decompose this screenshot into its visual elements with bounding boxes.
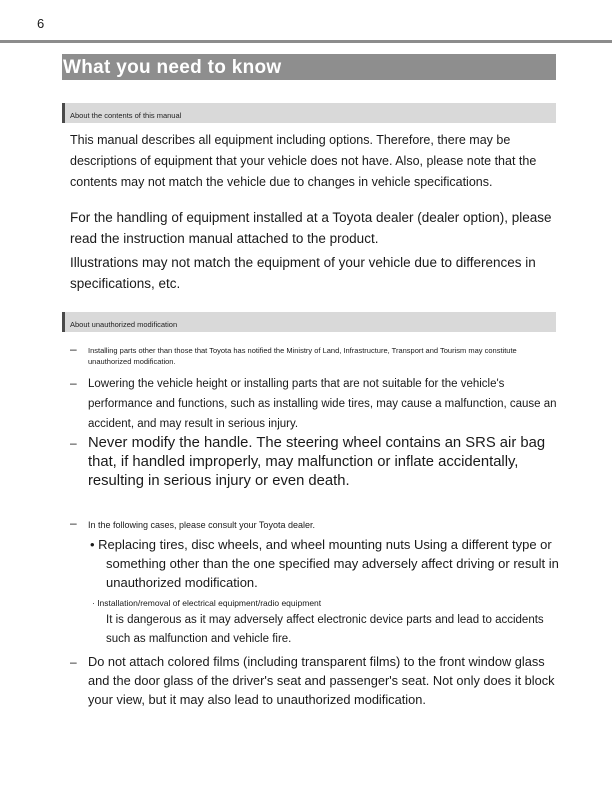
sub-item-tires: • Replacing tires, disc wheels, and wheel mounting nuts Using a different type or something other than the one specified may adversely affect driving or result in unauthorized modification. xyxy=(90,537,559,590)
modification-item-lowering: Lowering the vehicle height or installing parts that are not suitable for the vehicle's performance and functions, such as installing wide tires, may cause a malfunction, cause an accident, and may result in serious injury. xyxy=(88,378,557,430)
contents-paragraph-1: This manual describes all equipment including options. Therefore, there may be descriptions of equipment that your vehicle does not have. Also, please note that the contents may not match the vehicle due to changes in vehicle specifications. xyxy=(70,133,537,189)
contents-paragraph-2: For the handling of equipment installed at a Toyota dealer (dealer option), please read the instruction manual attached to the product. xyxy=(70,210,552,246)
list-dash: – xyxy=(70,436,77,450)
page-title: What you need to know xyxy=(62,54,556,80)
list-dash: – xyxy=(70,376,77,390)
section-heading-modification: About unauthorized modification xyxy=(62,312,556,332)
list-dash: – xyxy=(70,516,77,530)
section-heading-contents: About the contents of this manual xyxy=(62,103,556,123)
sub-item-electrical-label: · Installation/removal of electrical equipment/radio equipment xyxy=(92,598,322,608)
sub-item-electrical-body: It is dangerous as it may adversely affect electronic device parts and lead to accidents such as malfunction and vehicle fire. xyxy=(106,614,544,645)
contents-paragraph-3: Illustrations may not match the equipment of your vehicle due to differences in specifications, etc. xyxy=(70,255,536,291)
list-dash: – xyxy=(70,342,77,356)
modification-item-films: Do not attach colored films (including transparent films) to the front window glass and the door glass of the driver's seat and passenger's seat. Not only does it block your view, but it may also lead to unauthorized modification. xyxy=(88,654,555,707)
modification-item-consult: In the following cases, please consult your Toyota dealer. xyxy=(88,520,315,530)
header-rule xyxy=(0,40,612,43)
modification-item-parts: Installing parts other than those that Toyota has notified the Ministry of Land, Infrastructure, Transport and Tourism may constitute unauthorized modification. xyxy=(88,346,517,366)
modification-item-handle: Never modify the handle. The steering wheel contains an SRS air bag that, if handled improperly, may malfunction or inflate accidentally, resulting in serious injury or even death. xyxy=(88,435,546,489)
list-dash: – xyxy=(70,655,77,669)
page-number: 6 xyxy=(37,16,45,31)
